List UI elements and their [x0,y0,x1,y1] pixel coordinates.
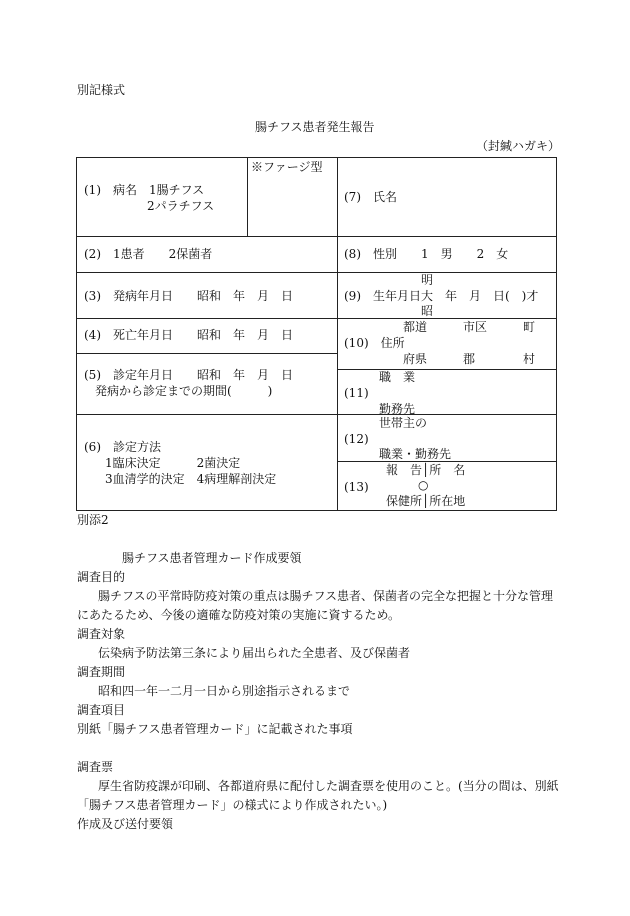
cell-diagnosis-date: (5) 診定年月日 昭和 年 月 日 [84,368,293,382]
cell-householder-number: (12) [344,432,369,446]
cell-era-showa: 昭 [421,304,434,318]
document-subtitle: （封緘ハガキ） [476,139,561,153]
annex-label: 別添2 [77,513,109,527]
paragraph-target: 伝染病予防法第三条により届出られた全患者、及び保菌者 [98,646,411,660]
paragraph-form-1: 厚生省防疫課が印刷、各都道府県に配付した調査票を使用のこと。(当分の間は、別紙 [98,779,559,793]
document-title: 腸チフス患者発生報告 [255,120,375,134]
cell-seal-circle: ○ [418,478,429,492]
subheading-form: 調査票 [77,760,114,774]
form-label: 別記様式 [77,83,126,97]
cell-method-options-1: 1臨床決定 2菌決定 [105,456,241,470]
cell-onset-date: (3) 発病年月日 昭和 年 月 日 [84,289,293,303]
cell-phage-type: ※ファージ型 [251,160,323,174]
cell-disease-option-2: 2パラチフス [147,199,215,213]
cell-disease-name: (1) 病名 1腸チフス [84,183,205,197]
cell-era-meiji: 明 [421,273,434,287]
subheading-purpose: 調査目的 [77,570,126,584]
cell-address-top: 都道 市区 町 [403,320,536,334]
cell-workplace: 勤務先 [379,402,416,416]
paragraph-purpose-2: にあたるため、今後の適確な防疫対策の実施に資するため。 [77,608,401,622]
cell-method-options-2: 3血清学的決定 4病理解剖決定 [105,472,277,486]
cell-report-office-name: 報 告│所 名 [386,463,466,477]
cell-householder-occupation: 職業・勤務先 [379,447,452,461]
cell-health-center-address: 保健所│所在地 [386,494,466,508]
cell-address-bottom: 府県 郡 村 [403,352,536,366]
subheading-period: 調査期間 [77,665,126,679]
cell-householder: 世帯主の [379,416,428,430]
subheading-submission: 作成及び送付要領 [77,817,174,831]
subheading-target: 調査対象 [77,627,126,641]
cell-occupation-number: (11) [344,386,369,400]
cell-diagnosis-period: 発病から診定までの期間( ) [95,384,273,398]
paragraph-form-2: 「腸チフス患者管理カード」の様式により作成されたい。) [77,798,388,812]
cell-sex: (8) 性別 1 男 2 女 [344,247,509,261]
cell-address: (10) 住所 [344,336,405,350]
cell-birth-date: (9) 生年月日大 年 月 日( )才 [344,289,539,303]
section-heading: 腸チフス患者管理カード作成要領 [122,551,302,565]
cell-name: (7) 氏名 [344,190,397,204]
subheading-items: 調査項目 [77,703,126,717]
paragraph-purpose-1: 腸チフスの平常時防疫対策の重点は腸チフス患者、保菌者の完全な把握と十分な管理 [98,589,554,603]
cell-diagnosis-method: (6) 診定方法 [84,440,161,454]
cell-report-number: (13) [344,480,369,494]
cell-patient-type: (2) 1患者 2保菌者 [84,247,213,261]
cell-death-date: (4) 死亡年月日 昭和 年 月 日 [84,328,293,342]
paragraph-period: 昭和四一年一二月一日から別途指示されるまで [98,684,351,698]
paragraph-items: 別紙「腸チフス患者管理カード」に記載された事項 [77,722,353,736]
cell-occupation: 職 業 [379,370,416,384]
